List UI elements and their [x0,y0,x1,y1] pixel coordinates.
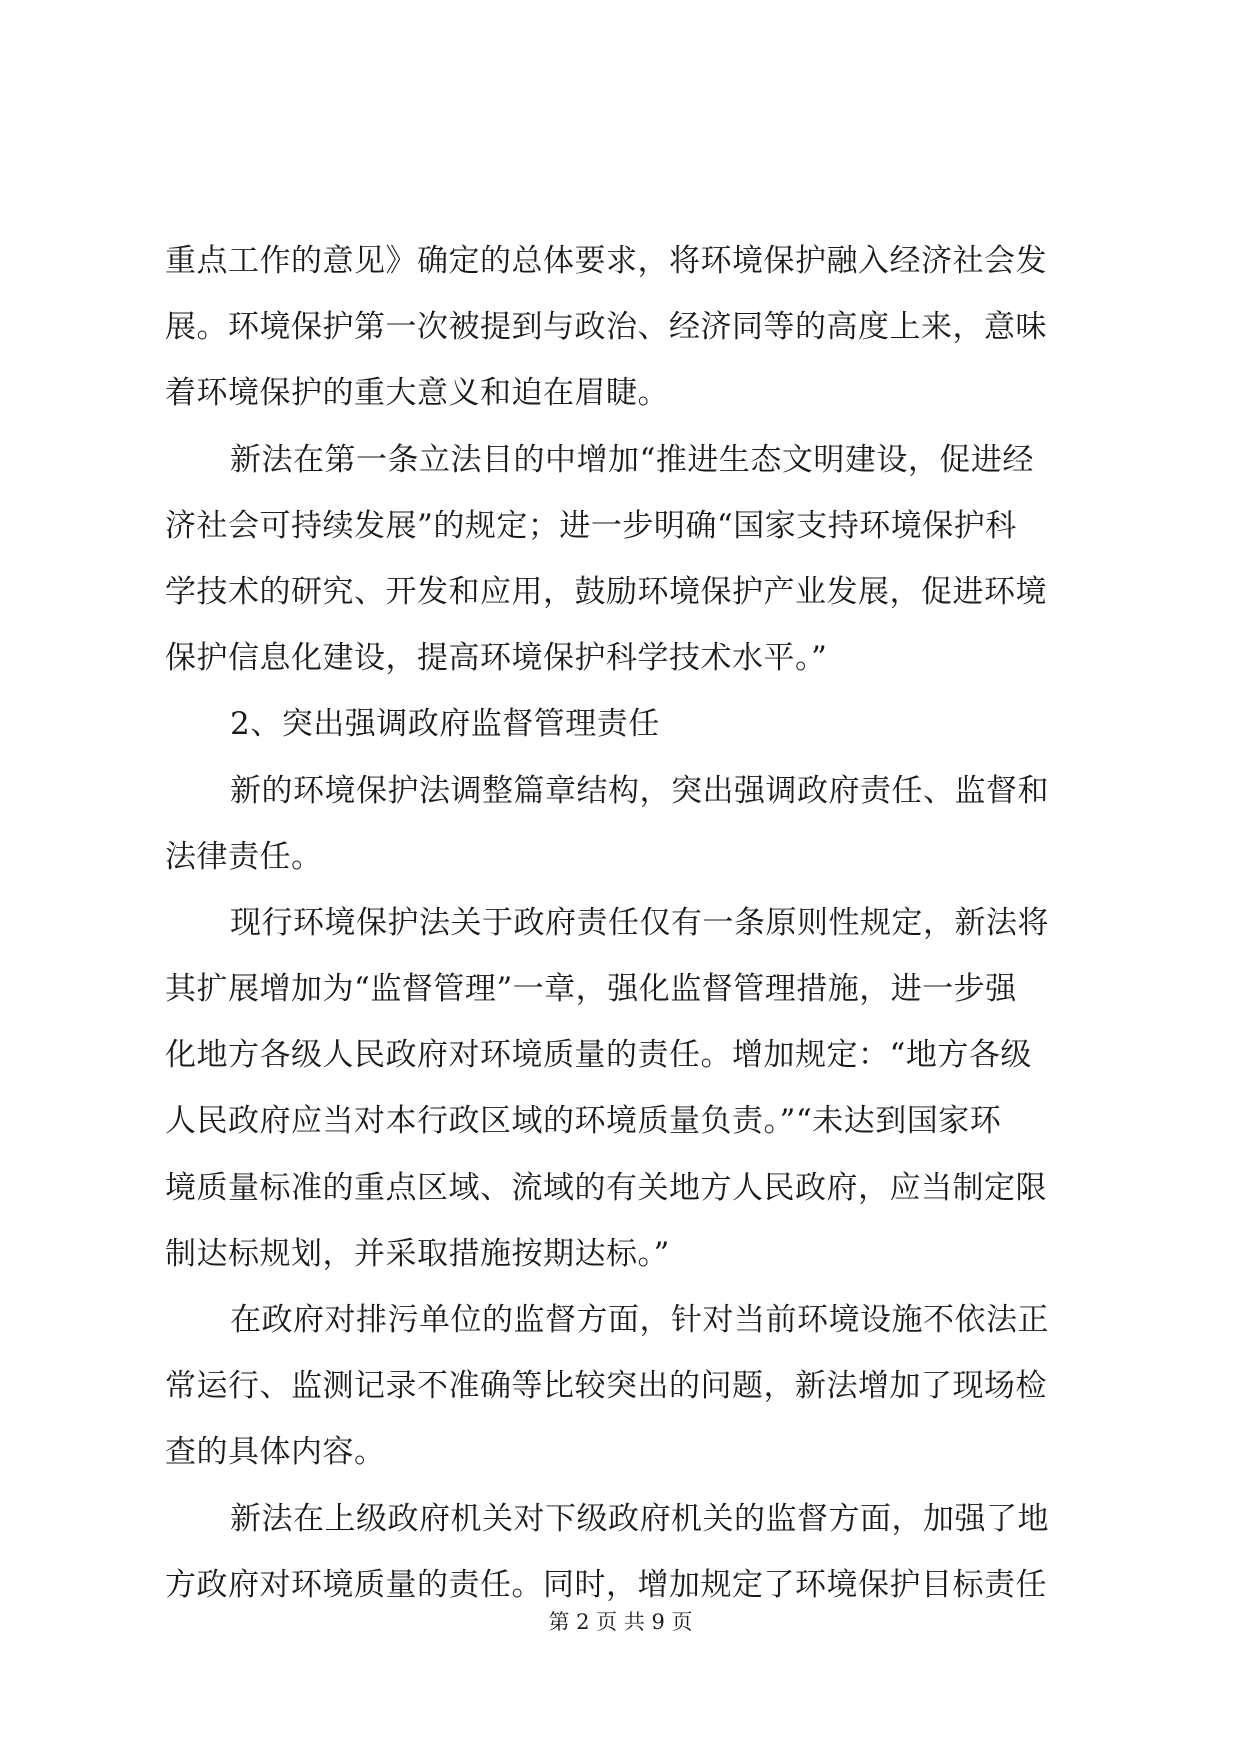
text-line: 着环境保护的重大意义和迫在眉睫。 [165,375,669,412]
page-number-footer: 第 2 页 共 9 页 [548,1610,693,1634]
paragraph-start-line: 在政府对排污单位的监督方面，针对当前环境设施不依法正 [230,1302,1049,1338]
text-line: 化地方各级人民政府对环境质量的责任。增加规定：“地方各级 [165,1037,1032,1074]
text-line: 境质量标准的重点区域、流域的有关地方人民政府，应当制定限 [165,1169,1047,1206]
text-line: 法律责任。 [165,838,323,875]
text-line: 制达标规划，并采取措施按期达标。” [165,1235,670,1272]
text-line: 查的具体内容。 [165,1434,386,1471]
text-line: 常运行、监测记录不准确等比较突出的问题，新法增加了现场检 [165,1368,1047,1405]
text-line: 其扩展增加为“监督管理”一章，强化监督管理措施，进一步强 [165,971,1017,1008]
text-line: 重点工作的意见》确定的总体要求，将环境保护融入经济社会发 [165,243,1047,279]
body-text [165,228,1095,1618]
text-line: 方政府对环境质量的责任。同时，增加规定了环境保护目标责任 [165,1566,1047,1603]
paragraph-start-line: 现行环境保护法关于政府责任仅有一条原则性规定，新法将 [230,904,1049,941]
text-line: 保护信息化建设，提高环境保护科学技术水平。” [165,640,828,677]
paragraph-start-line: 新的环境保护法调整篇章结构，突出强调政府责任、监督和 [230,772,1049,809]
text-line: 济社会可持续发展”的规定；进一步明确“国家支持环境保护科 [165,507,1017,544]
text-line: 展。环境保护第一次被提到与政治、经济同等的高度上来，意味 [165,309,1047,346]
paragraph-start-line: 新法在上级政府机关对下级政府机关的监督方面，加强了地 [230,1500,1049,1537]
paragraph-start-line: 新法在第一条立法目的中增加“推进生态文明建设，促进经 [230,441,1034,478]
section-heading: 2、突出强调政府监督管理责任 [230,706,660,743]
text-line: 学技术的研究、开发和应用，鼓励环境保护产业发展，促进环境 [165,573,1047,610]
text-line: 人民政府应当对本行政区域的环境质量负责。”“未达到国家环 [165,1103,1002,1140]
